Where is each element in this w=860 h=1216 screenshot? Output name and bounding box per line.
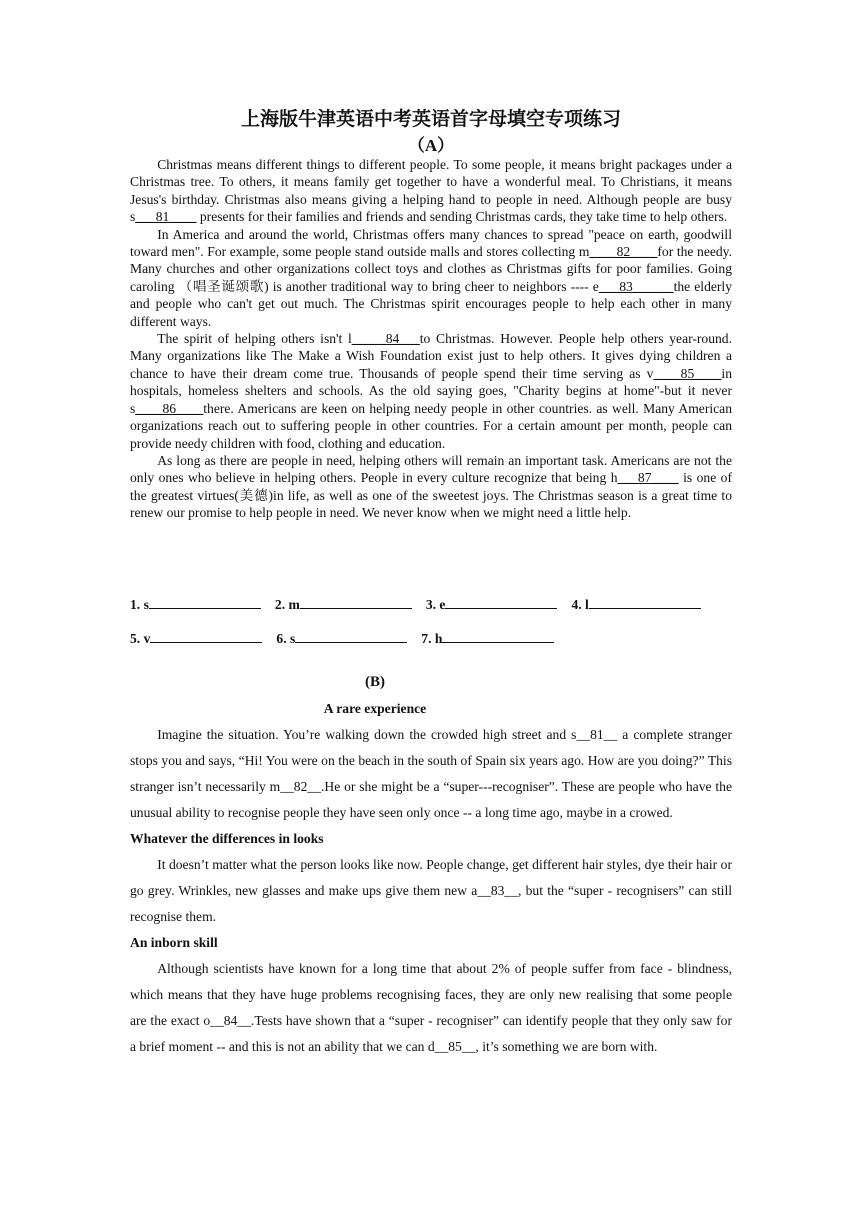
answer-line[interactable] [149,596,261,609]
answer-item: 6. s [276,630,407,647]
passage-b-subheading-2: An inborn skill [130,935,218,950]
passage-a-paragraph-1: Christmas means different things to different people. To some people, it means bright packages under a Christmas tree. To others, it means family get together to have a wonderful meal. To Christians, it means Jesus's birthday. Christmas also means giving a helping hand to people in need. Although people are busy s___81____ presents for their families and friends and sending Christmas cards, they take time to help others. [130,157,732,225]
passage-b-paragraph-2: It doesn’t matter what the person looks like now. People change, get different hair styles, dye their hair or go grey. Wrinkles, new glasses and make ups give them new a__83__, but the “super - recognisers” can still recognise them. [130,857,732,924]
answer-item: 4. l [571,596,700,613]
answer-line[interactable] [300,596,412,609]
section-b-title: A rare experience [323,701,427,716]
answer-line[interactable] [445,596,557,609]
answer-item: 5. v [130,630,262,647]
section-b-label: (B) [365,674,385,690]
answer-item: 3. e [426,596,558,613]
document-title: 上海版牛津英语中考英语首字母填空专项练习 [240,108,621,130]
answer-line[interactable] [150,630,262,643]
blank-81: ___81____ [135,209,197,225]
answer-row-1 [130,596,715,613]
answer-item: 2. m [275,596,412,613]
passage-b-subheading-1: Whatever the differences in looks [130,831,324,846]
answer-line[interactable] [295,630,407,643]
section-a-label: （A） [407,136,455,155]
section-b-passage [130,722,732,1060]
passage-b-paragraph-1: Imagine the situation. You’re walking down the crowded high street and s__81__ a complete stranger stops you and says, “Hi! You were on the beach in the south of Spain six years ago. How are you doing?” This stranger isn’t necessarily m__82__.He or she might be a “super---recogniser”. These are people who have the unusual ability to recognise people they have seen only once -- a long time ago, maybe in a crowed. [130,727,732,820]
blank-84: _____84___ [351,331,420,347]
passage-b-paragraph-3: Although scientists have known for a long time that about 2% of people suffer from face - blindness, which means that they have huge problems recognising faces, they are only new realising that some people are the exact o__84__.Tests have shown that a “super - recogniser” can identify people that they only saw for a brief moment -- and this is not an ability that we can d__85__, it’s something we are born with. [130,961,732,1054]
answer-line[interactable] [442,630,554,643]
blank-86: ____86____ [135,400,204,416]
answer-row-2 [130,630,568,647]
blank-87: ___87____ [617,470,679,486]
answer-line[interactable] [589,596,701,609]
answer-item: 7. h [421,630,554,647]
answer-item: 1. s [130,596,261,613]
section-a-passage [130,156,732,522]
blank-82: ____82____ [589,244,658,260]
blank-85: ____85____ [653,365,722,381]
passage-a-paragraph-4: As long as there are people in need, helping others will remain an important task. Americans are not the only ones who believe in helping others. People in every culture recognize that being h___87____ is one of the greatest virtues(美德)in life, as well as one of the sweetest joys. The Christmas season is a great time to renew our promise to help people in need. We never know when we might need a little help. [130,452,732,521]
passage-a-paragraph-3: The spirit of helping others isn't l_____84___to Christmas. However. People help others year-round. Many organizations like The Make a Wish Foundation exist just to help others. It gives dying children a chance to have their dream come true. Thousands of people spend their time serving as v____85____in hospitals, homeless shelters and schools. As the old saying goes, "Charity begins at home"-but it never s____86____there. Americans are keen on helping needy people in other countries. as well. Many American organizations reach out to suffering people in other countries. For a certain amount per month, people can provide needy children with food, clothing and education. [130,331,732,451]
blank-83: ___83______ [598,278,674,294]
passage-a-paragraph-2: In America and around the world, Christmas offers many chances to spread "peace on earth, goodwill toward men". For example, some people stand outside malls and stores collecting m____82____for the needy. Many churches and other organizations collect toys and clothes as Christmas gifts for poor families. Going caroling （唱圣诞颂歌) is another traditional way to bring cheer to neighbors ---- e___83______the elderly and people who can't get out much. The Christmas spirit encourages people to help each other in many different ways. [130,226,732,329]
